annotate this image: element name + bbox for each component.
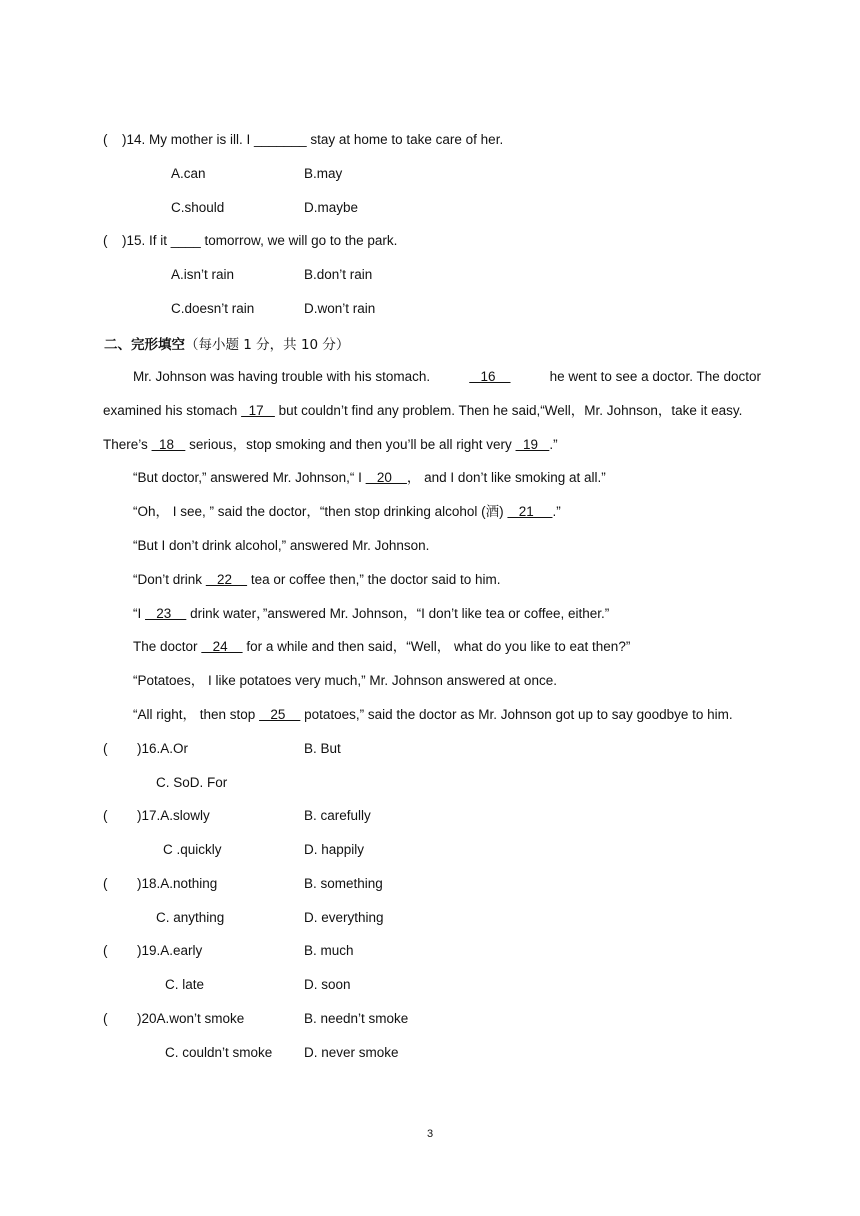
question-15-option-d: D.won’t rain <box>304 301 376 316</box>
question-14-option-b: B.may <box>304 166 343 181</box>
question-20-paren: ( <box>103 1011 108 1026</box>
question-16-paren: ( <box>103 741 108 756</box>
blank-25: 25 <box>259 707 301 722</box>
question-20-option-b: B. needn’t smoke <box>304 1011 409 1026</box>
blank-18: 18 <box>151 437 186 452</box>
passage-line-7 <box>133 571 501 589</box>
question-20-option-d: D. never smoke <box>304 1045 399 1060</box>
section-points: （每小题 1 分，共 10 分） <box>185 337 350 353</box>
question-15-stem: )15. If it ____ tomorrow, we will go to the park. <box>122 233 398 248</box>
question-18-option-d: D. everything <box>304 910 384 925</box>
passage-line-11 <box>133 706 733 724</box>
blank-21: 21 <box>507 504 553 519</box>
passage-text: serious，stop smoking and then you’ll be all right very <box>189 437 512 452</box>
passage-text: “But doctor,” answered Mr. Johnson,“ I <box>133 470 362 485</box>
question-17-option-c: C .quickly <box>163 842 222 857</box>
passage-text: The doctor <box>133 639 198 654</box>
blank-17: 17 <box>241 403 275 418</box>
blank-20: 20 <box>365 470 407 485</box>
question-19-option-c: C. late <box>165 977 205 992</box>
passage-text: .” <box>552 504 561 519</box>
question-17-option-d: D. happily <box>304 842 365 857</box>
question-14-option-c: C.should <box>171 200 225 215</box>
question-15-option-a: A.isn’t rain <box>171 267 235 282</box>
blank-23: 23 <box>145 606 187 621</box>
question-14-paren: ( <box>103 132 108 147</box>
passage-text: “I <box>133 606 142 621</box>
question-20-option-a: )20A.won’t smoke <box>137 1011 245 1026</box>
question-19-option-b: B. much <box>304 943 354 958</box>
passage-text: “Don’t drink <box>133 572 203 587</box>
passage-line-9 <box>133 638 630 656</box>
passage-line-6: “But I don’t drink alcohol,” answered Mr. Johnson. <box>133 538 430 553</box>
passage-line-2 <box>103 402 742 420</box>
passage-text: There’s <box>103 437 148 452</box>
question-16-option-b: B. But <box>304 741 341 756</box>
passage-text: “Oh， I see, ” said the doctor，“then stop drinking alcohol (酒) <box>133 504 504 519</box>
blank-24: 24 <box>201 639 243 654</box>
page-number: 3 <box>426 1128 434 1140</box>
passage-line-1 <box>133 368 761 386</box>
question-18-option-a: )18.A.nothing <box>137 876 218 891</box>
passage-text: he went to see a doctor. The doctor <box>549 369 761 384</box>
passage-line-5 <box>133 503 561 521</box>
question-17-paren: ( <box>103 808 108 823</box>
question-15-option-b: B.don’t rain <box>304 267 373 282</box>
question-19-option-a: )19.A.early <box>137 943 203 958</box>
question-20-option-c: C. couldn’t smoke <box>165 1045 273 1060</box>
question-15-paren: ( <box>103 233 108 248</box>
passage-text: “All right， then stop <box>133 707 256 722</box>
blank-22: 22 <box>205 572 248 587</box>
section-title: 二、完形填空 <box>104 337 185 353</box>
question-16-option-a: )16.A.Or <box>137 741 189 756</box>
passage-line-3 <box>103 436 558 454</box>
passage-text: potatoes,” said the doctor as Mr. Johnson got up to say goodbye to him. <box>304 707 733 722</box>
passage-text: but couldn’t find any problem. Then he said,“Well，Mr. Johnson，take it easy. <box>278 403 743 418</box>
question-17-option-a: )17.A.slowly <box>137 808 210 823</box>
blank-16: 16 <box>469 369 511 384</box>
question-14-option-d: D.maybe <box>304 200 359 215</box>
question-14-stem: )14. My mother is ill. I _______ stay at home to take care of her. <box>122 132 504 147</box>
question-19-paren: ( <box>103 943 108 958</box>
question-15-option-c: C.doesn’t rain <box>171 301 255 316</box>
question-18-option-c: C. anything <box>156 910 225 925</box>
passage-text: tea or coffee then,” the doctor said to him. <box>250 572 501 587</box>
question-18-option-b: B. something <box>304 876 383 891</box>
question-17-option-b: B. carefully <box>304 808 371 823</box>
passage-line-4 <box>133 469 606 487</box>
section-heading <box>104 333 349 353</box>
passage-text: for a while and then said，“Well， what do you like to eat then?” <box>246 639 631 654</box>
question-14-option-a: A.can <box>171 166 206 181</box>
passage-text: .” <box>549 437 558 452</box>
passage-text: ， and I don’t like smoking at all.” <box>406 470 606 485</box>
question-16-option-cd: C. SoD. For <box>156 775 228 790</box>
passage-text: examined his stomach <box>103 403 238 418</box>
passage-line-10: “Potatoes， I like potatoes very much,” Mr. Johnson answered at once. <box>133 673 557 688</box>
question-18-paren: ( <box>103 876 108 891</box>
passage-text: Mr. Johnson was having trouble with his stomach. <box>133 369 431 384</box>
passage-line-8 <box>133 605 609 623</box>
blank-19: 19 <box>515 437 550 452</box>
question-19-option-d: D. soon <box>304 977 351 992</box>
passage-text: drink water，”answered Mr. Johnson，“I don’t like tea or coffee, either.” <box>190 606 610 621</box>
